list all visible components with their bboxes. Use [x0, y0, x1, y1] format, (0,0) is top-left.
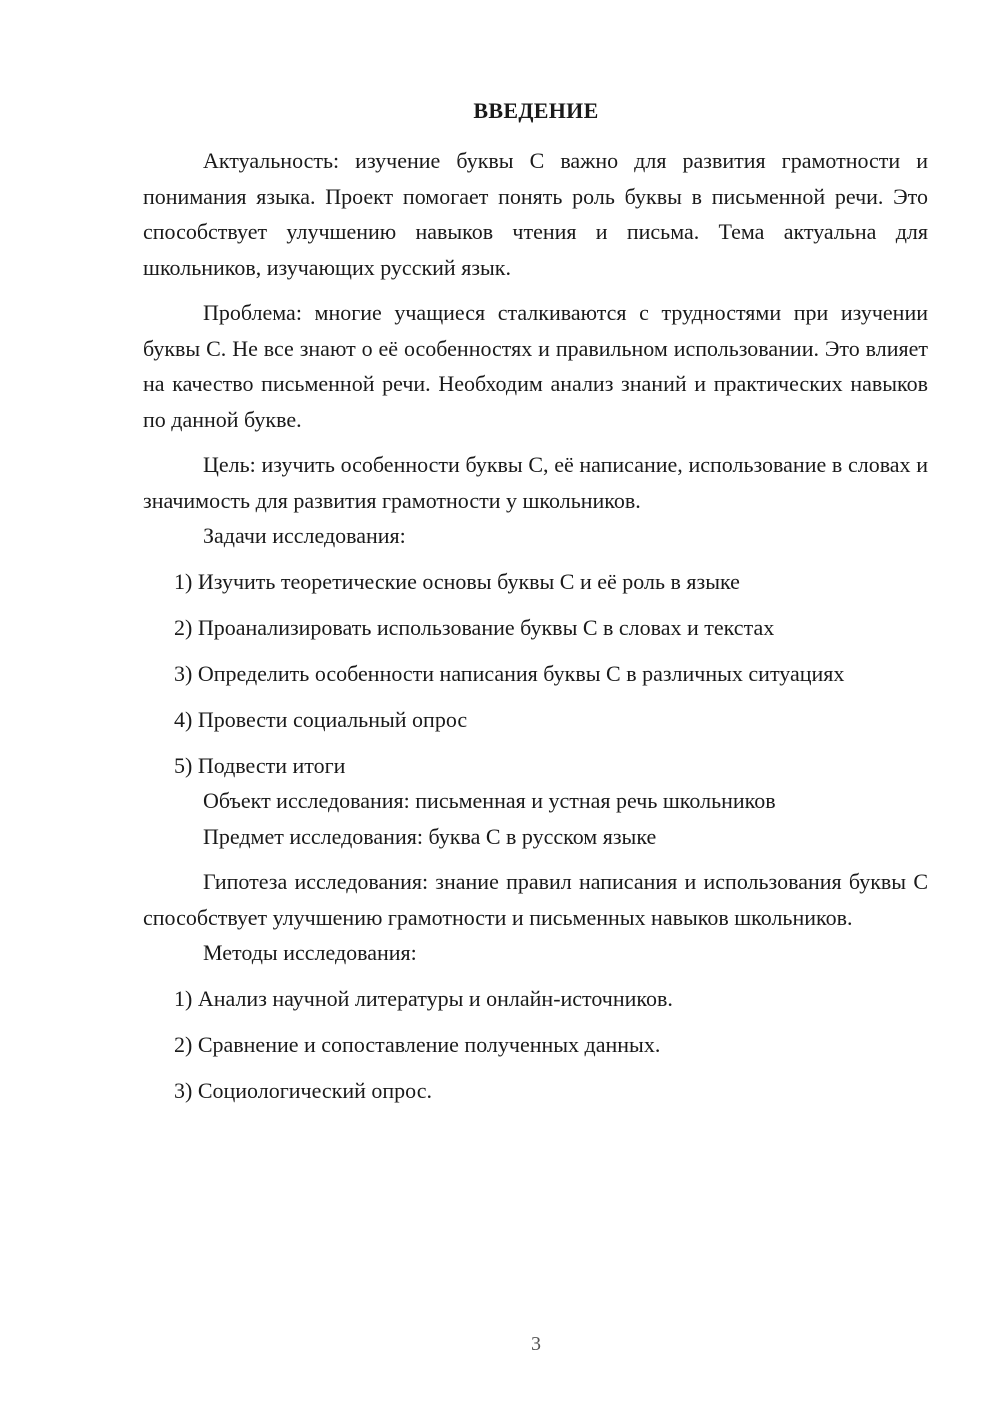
list-item: 3) Социологический опрос.: [174, 1077, 432, 1103]
methods-heading: Методы исследования:: [203, 940, 417, 965]
relevance-paragraph: Актуальность: изучение буквы С важно для развития грамотности и понимания языка. Проект помогает понять роль буквы в письменной речи. Это способствует улучшению навыков чтения и письма. Тема актуальна для школьников, изучающих русский язык.: [143, 148, 928, 280]
list-item: 2) Сравнение и сопоставление полученных данных.: [174, 1031, 661, 1057]
list-item: 4) Провести социальный опрос: [174, 706, 468, 732]
page-title: ВВЕДЕНИЕ: [473, 98, 599, 123]
list-item: 2) Проанализировать использование буквы С в словах и текстах: [174, 614, 775, 640]
page-number: 3: [531, 1333, 541, 1355]
hypothesis-paragraph: Гипотеза исследования: знание правил написания и использования буквы С способствует улучшению грамотности и письменных навыков школьников.: [143, 869, 928, 930]
subject-line: Предмет исследования: буква С в русском языке: [203, 823, 657, 849]
list-item: 3) Определить особенности написания буквы С в различных ситуациях: [174, 660, 845, 686]
tasks-list: [143, 564, 928, 784]
object-line: Объект исследования: письменная и устная речь школьников: [203, 788, 776, 813]
goal-paragraph: Цель: изучить особенности буквы С, её написание, использование в словах и значимость для развития грамотности у школьников.: [143, 452, 928, 513]
tasks-heading: Задачи исследования:: [203, 523, 406, 548]
list-item: 1) Анализ научной литературы и онлайн-источников.: [174, 985, 673, 1011]
list-item: 1) Изучить теоретические основы буквы С и её роль в языке: [174, 568, 740, 594]
list-item: 5) Подвести итоги: [174, 752, 346, 778]
methods-list: [143, 981, 928, 1109]
problem-paragraph: Проблема: многие учащиеся сталкиваются с трудностями при изучении буквы С. Не все знают о её особенностях и правильном использовании. Это влияет на качество письменной речи. Необходим анализ знаний и практических навыков по данной букве.: [143, 300, 928, 432]
page-content: [143, 143, 928, 1108]
